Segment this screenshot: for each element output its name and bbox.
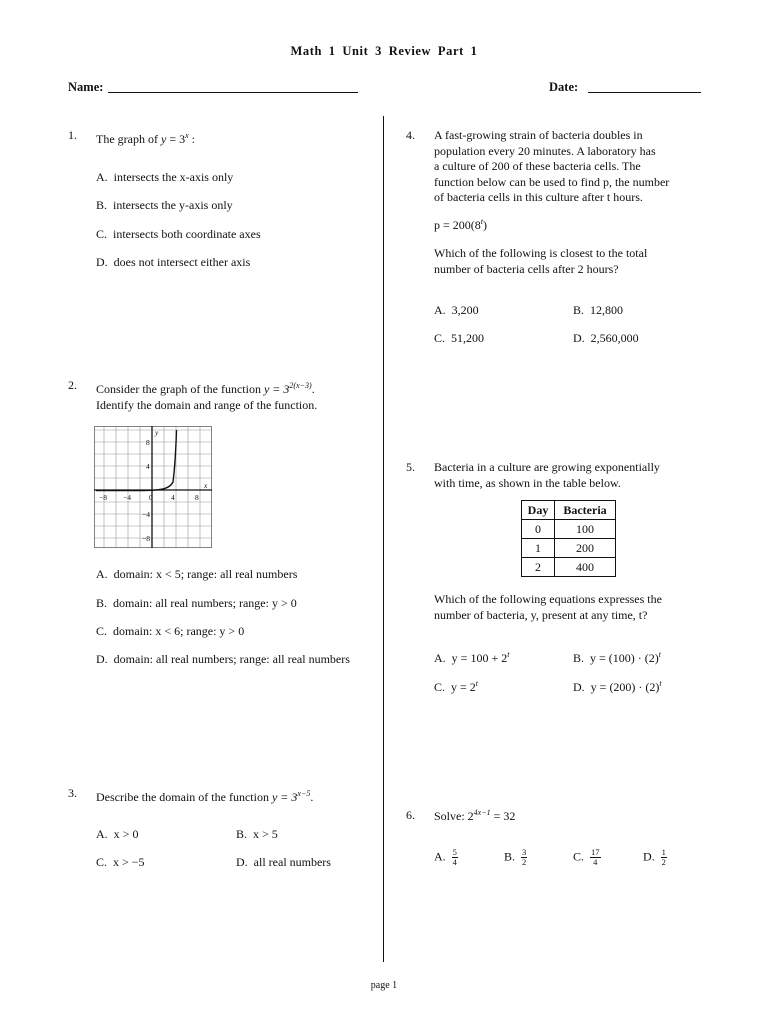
question-4-question: Which of the following is closest to the total number of bacteria cells after 2 hours? xyxy=(434,246,648,276)
question-number: 1. xyxy=(68,128,77,142)
q2-option-b[interactable]: B. domain: all real numbers; range: y > 0 xyxy=(96,596,297,610)
q4-option-c[interactable]: C. 51,200 xyxy=(434,331,485,345)
table-header-row xyxy=(522,501,616,520)
x-tick-label: 4 xyxy=(171,493,175,502)
y-tick-label: 4 xyxy=(146,462,150,471)
question-4-number: 4. xyxy=(406,128,415,142)
question-2-number: 2. xyxy=(68,378,77,392)
question-5-stem: Bacteria in a culture are growing exponentially with time, as shown in the table below. xyxy=(434,460,660,490)
q5-option-b[interactable]: B. $y = (100) \cdot (2)^t$ xyxy=(573,650,661,665)
name-label: Name: xyxy=(68,80,104,94)
q1-option-c[interactable]: C. intersects both coordinate axes xyxy=(96,227,261,241)
q1-option-b[interactable]: B. intersects the y-axis only xyxy=(96,198,233,212)
q5-option-a[interactable]: A. $y = 100 + 2^t$ xyxy=(434,650,510,665)
name-field[interactable] xyxy=(108,92,358,93)
question-5-question: Which of the following equations expresses the number of bacteria, y, present at any time, t? xyxy=(434,592,662,622)
fraction: $\frac{1}{2}$ xyxy=(661,847,666,867)
q1-option-a[interactable]: A. intersects the x-axis only xyxy=(96,170,234,184)
y-tick-label: −4 xyxy=(142,510,150,519)
q3-option-d[interactable]: D. all real numbers xyxy=(236,855,331,869)
q4-option-a[interactable]: A. 3,200 xyxy=(434,303,479,317)
y-tick-label: 8 xyxy=(146,438,150,447)
x-tick-label: 0 xyxy=(149,493,153,502)
column-divider xyxy=(383,116,384,962)
q6-option-a[interactable]: A. $\frac{5}{4}$ xyxy=(434,847,457,867)
column-header-bacteria: Bacteria xyxy=(555,501,616,520)
table-row: 0 100 xyxy=(522,520,616,539)
q3-option-a[interactable]: A. x > 0 xyxy=(96,827,139,841)
q3-option-c[interactable]: C. x > −5 xyxy=(96,855,145,869)
q4-option-b[interactable]: B. 12,800 xyxy=(573,303,624,317)
question-6-stem: Solve: $2^{4x-1} = 32$ xyxy=(434,808,516,823)
q1-option-d[interactable]: D. does not intersect either axis xyxy=(96,255,251,269)
question-1 xyxy=(68,128,77,143)
q3-option-b[interactable]: B. x > 5 xyxy=(236,827,278,841)
x-tick-label: −8 xyxy=(99,493,107,502)
table-row: 2 400 xyxy=(522,558,616,577)
q2-option-a[interactable]: A. domain: x < 5; range: all real numbers xyxy=(96,567,298,581)
bacteria-table xyxy=(521,500,616,577)
question-4-stem: A fast-growing strain of bacteria doubles in population every 20 minutes. A laboratory has a culture of 200 of these bacteria cells. The function below can be used to find p, the number of bacteria cells in this culture after t hours. xyxy=(434,128,670,204)
y-tick-label: −8 xyxy=(142,534,150,543)
page-title: Math 1 Unit 3 Review Part 1 xyxy=(290,44,478,58)
q5-option-d[interactable]: D. $y = (200) \cdot (2)^t$ xyxy=(573,679,662,694)
q6-option-c[interactable]: C. $\frac{17}{4}$ xyxy=(573,847,600,867)
function-graph xyxy=(94,426,212,548)
question-6-number: 6. xyxy=(406,808,415,822)
x-tick-label: −4 xyxy=(123,493,131,502)
question-5-number: 5. xyxy=(406,460,415,474)
fraction: $\frac{3}{2}$ xyxy=(522,847,527,867)
column-header-day: Day xyxy=(522,501,555,520)
fraction: $\frac{17}{4}$ xyxy=(591,847,600,867)
q5-option-c[interactable]: C. $y = 2^t$ xyxy=(434,679,479,694)
date-field[interactable] xyxy=(588,92,701,93)
question-3-number: 3. xyxy=(68,786,77,800)
y-axis-label: y xyxy=(155,428,159,437)
question-3-stem: Describe the domain of the function $y = 3^{x-5}$. xyxy=(96,789,314,804)
date-label: Date: xyxy=(549,80,579,94)
x-axis-label: x xyxy=(204,481,208,490)
page-number: page 1 xyxy=(370,980,398,991)
question-2-stem: Consider the graph of the function $y = 3^{2(x-3)}$. Identify the domain and range of the function. xyxy=(96,381,318,412)
q4-option-d[interactable]: D. 2,560,000 xyxy=(573,331,639,345)
q6-option-b[interactable]: B. $\frac{3}{2}$ xyxy=(504,847,527,867)
question-1-stem: The graph of $y = 3^x$ : xyxy=(96,131,195,146)
fraction: $\frac{5}{4}$ xyxy=(452,847,457,867)
table-row: 1 200 xyxy=(522,539,616,558)
q2-option-c[interactable]: C. domain: x < 6; range: y > 0 xyxy=(96,624,245,638)
x-tick-label: 8 xyxy=(195,493,199,502)
question-4-formula: $p = 200(8^t)$ xyxy=(434,217,487,232)
q6-option-d[interactable]: D. $\frac{1}{2}$ xyxy=(643,847,666,867)
q2-option-d[interactable]: D. domain: all real numbers; range: all real numbers xyxy=(96,652,350,666)
